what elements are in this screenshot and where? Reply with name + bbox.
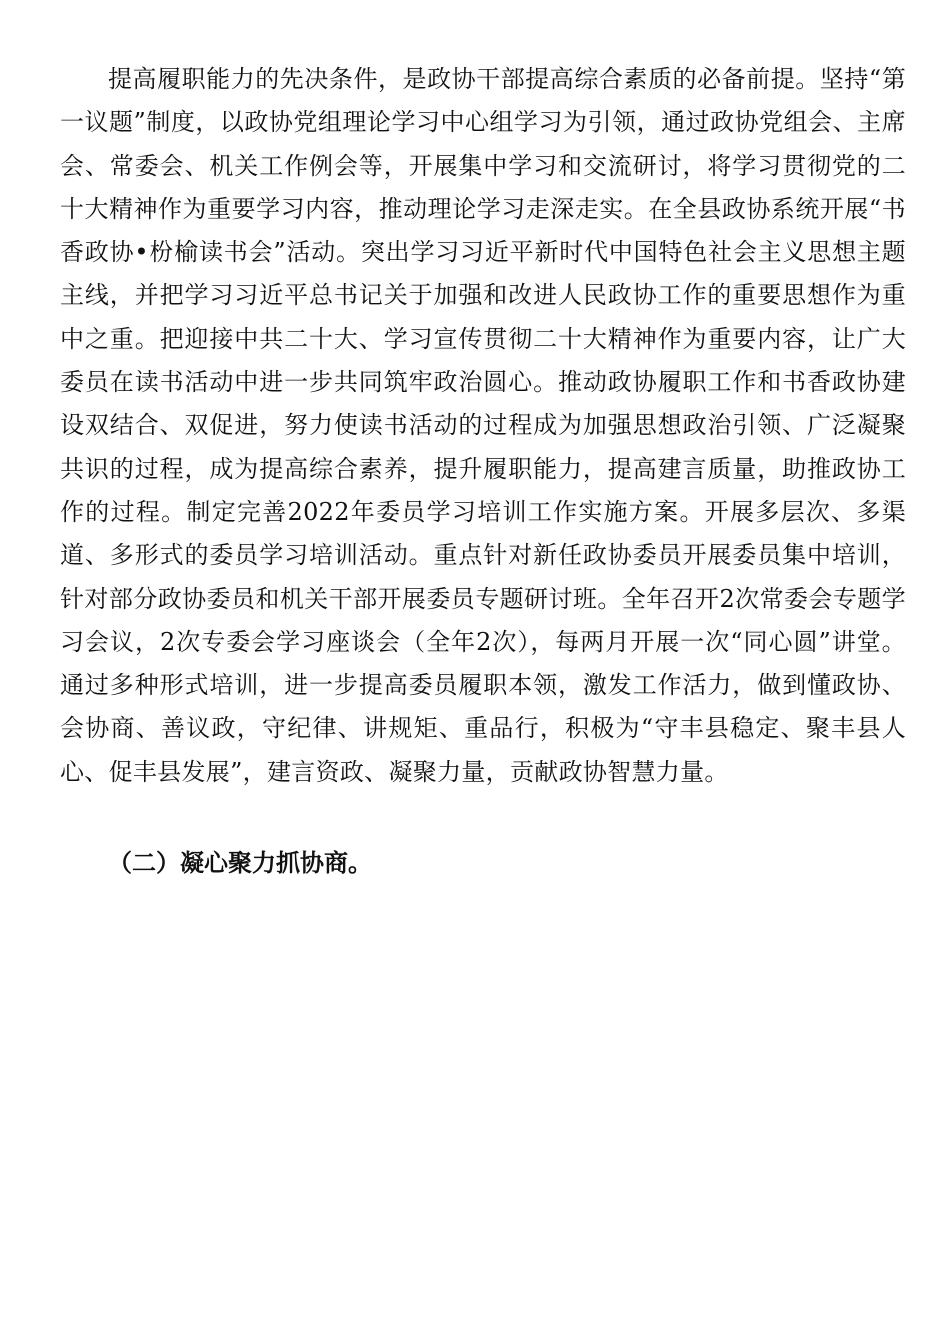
- section-heading: （二）凝心聚力抓协商。: [108, 849, 372, 877]
- body-paragraph: 提高履职能力的先决条件，是政协干部提高综合素质的必备前提。坚持“第一议题”制度，以政协党组理论学习中心组学习为引领，通过政协党组会、主席会、常委会、机关工作例会等，开展集中学习和交流研讨，将学习贯彻党的二十大精神作为重要学习内容，推动理论学习走深走实。在全县政协系统开展“书香政协•枌榆读书会”活动。突出学习习近平新时代中国特色社会主义思想主题主线，并把学习习近平总书记关于加强和改进人民政协工作的重要思想作为重中之重。把迎接中共二十大、学习宣传贯彻二十大精神作为重要内容，让广大委员在读书活动中进一步共同筑牢政治圆心。推动政协履职工作和书香政协建设双结合、双促进，努力使读书活动的过程成为加强思想政治引领、广泛凝聚共识的过程，成为提高综合素养，提升履职能力，提高建言质量，助推政协工作的过程。制定完善2022年委员学习培训工作实施方案。开展多层次、多渠道、多形式的委员学习培训活动。重点针对新任政协委员开展委员集中培训，针对部分政协委员和机关干部开展委员专题研讨班。全年召开2次常委会专题学习会议，2次专委会学习座谈会（全年2次），每两月开展一次“同心圆”讲堂。通过多种形式培训，进一步提高委员履职本领，激发工作活力，做到懂政协、会协商、善议政，守纪律、讲规矩、重品行，积极为“守丰县稳定、聚丰县人心、促丰县发展”，建言资政、凝聚力量，贡献政协智慧力量。: [60, 65, 906, 786]
